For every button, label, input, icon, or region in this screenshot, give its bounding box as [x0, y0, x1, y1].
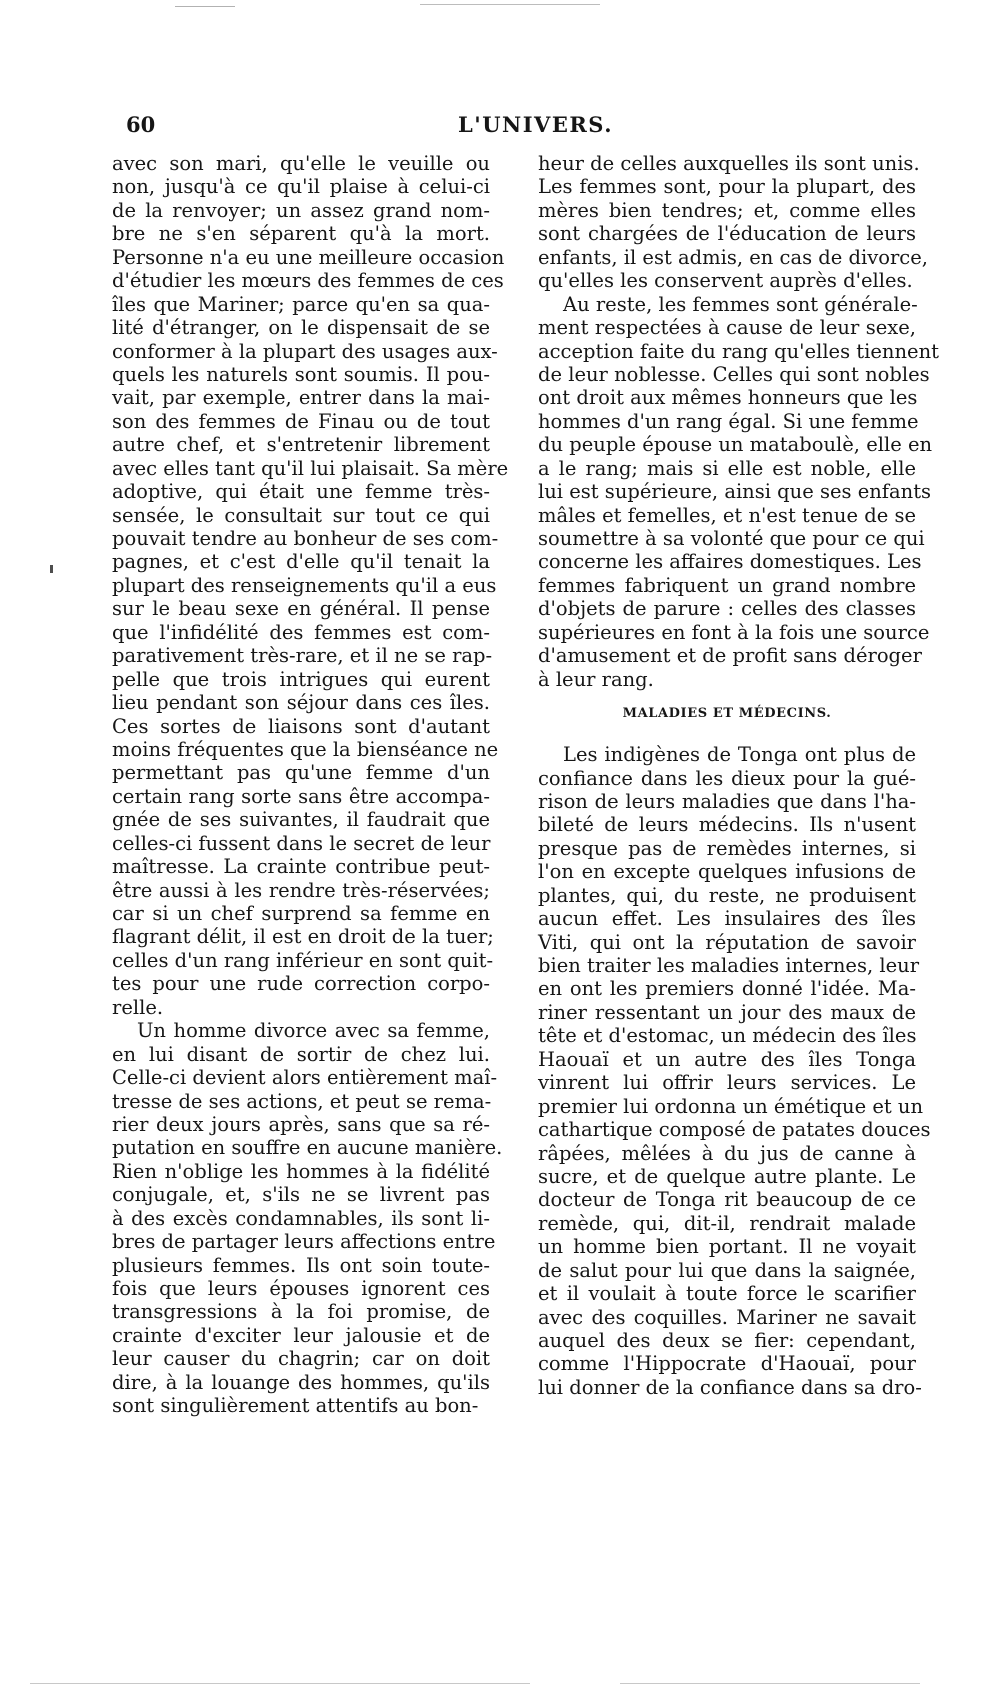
text-line: comme l'Hippocrate d'Haouaï, pour — [538, 1352, 916, 1376]
text-line: femmes fabriquent un grand nombre — [538, 573, 916, 597]
text-line: lui donner de la confiance dans sa dro- — [538, 1375, 922, 1399]
text-line: Les femmes sont, pour la plupart, des — [538, 175, 916, 199]
text-line: Haouaï et un autre des îles Tonga — [538, 1047, 916, 1071]
text-line: supérieures en font à la fois une source — [538, 620, 930, 644]
text-line: vinrent lui offrir leurs services. Le — [538, 1071, 916, 1095]
text-line: plantes, qui, du reste, ne produisent — [538, 883, 916, 907]
scan-artifact-bottom — [620, 1683, 920, 1684]
text-line: leur causer du chagrin; car on doit — [112, 1347, 490, 1371]
text-line: sensée, le consultait sur tout ce qui — [112, 503, 490, 527]
text-line: Personne n'a eu une meilleure occasion — [112, 245, 505, 269]
running-title: L'UNIVERS. — [458, 112, 614, 137]
text-line: sucre, et de quelque autre plante. Le — [538, 1164, 916, 1188]
text-line: conformer à la plupart des usages aux- — [112, 339, 498, 363]
text-line: putation en souffre en aucune manière. — [112, 1136, 503, 1160]
text-line: lui est supérieure, ainsi que ses enfants — [538, 480, 932, 504]
text-line: que l'infidélité des femmes est com- — [112, 620, 490, 644]
text-line: bres de partager leurs affections entre — [112, 1230, 496, 1254]
text-line: heur de celles auxquelles ils sont unis. — [538, 152, 920, 175]
text-line: mâles et femelles, et n'est tenue de se — [538, 503, 916, 527]
text-line: ont droit aux mêmes honneurs que les — [538, 386, 918, 410]
right-column-bottom-text — [538, 743, 931, 1399]
text-line: bileté de leurs médecins. Ils n'usent — [538, 813, 916, 837]
text-line: presque pas de remèdes internes, si — [538, 836, 916, 860]
text-line: un homme bien portant. Il ne voyait — [538, 1235, 916, 1259]
text-line: dire, à la louange des hommes, qu'ils — [112, 1370, 490, 1394]
margin-tick — [50, 565, 53, 573]
text-line: celles d'un rang inférieur en sont quit- — [112, 948, 494, 972]
text-line: transgressions à la foi promise, de — [112, 1300, 490, 1324]
text-line: avec elles tant qu'il lui plaisait. Sa mère — [112, 456, 509, 480]
text-line: autre chef, et s'entretenir librement — [112, 433, 490, 457]
text-line: et il voulait à toute force le scarifier — [538, 1282, 916, 1306]
text-line: avec son mari, qu'elle le veuille ou — [112, 152, 490, 175]
text-line: lité d'étranger, on le dispensait de se — [112, 316, 490, 340]
text-line: auquel des deux se fier: cependant, — [538, 1329, 916, 1352]
text-line: tête et d'estomac, un médecin des îles — [538, 1024, 917, 1048]
text-line: car si un chef surprend sa femme en — [112, 902, 490, 925]
text-line: îles que Mariner; parce qu'en sa qua- — [112, 292, 490, 316]
text-line: relle. — [112, 995, 164, 1019]
text-line: vait, par exemple, entrer dans la mai- — [112, 386, 490, 410]
text-line: sont singulièrement attentifs au bon- — [112, 1394, 479, 1418]
text-line: hommes d'un rang égal. Si une femme — [538, 409, 919, 433]
text-line: du peuple épouse un mataboulè, elle en — [538, 433, 933, 457]
text-line: cathartique composé de patates douces — [538, 1118, 931, 1142]
text-line: rier deux jours après, sans que sa ré- — [112, 1112, 490, 1136]
text-line: premier lui ordonna un émétique et un — [538, 1094, 924, 1118]
text-line: qu'elles les conservent auprès d'elles. — [538, 269, 913, 293]
scan-artifact-top — [175, 6, 235, 7]
right-column — [538, 152, 939, 1399]
text-line: ment respectées à cause de leur sexe, — [538, 316, 916, 340]
text-line: permettant pas qu'une femme d'un — [112, 761, 490, 785]
text-line: plusieurs femmes. Ils ont soin toute- — [112, 1253, 490, 1277]
text-line: docteur de Tonga rit beaucoup de ce — [538, 1188, 916, 1212]
page-header — [126, 112, 886, 142]
text-line: lieu pendant son séjour dans ces îles. — [112, 691, 490, 715]
text-line: être aussi à les rendre très-réservées; — [112, 878, 490, 902]
text-line: flagrant délit, il est en droit de la tuer; — [112, 925, 494, 949]
text-line: bien traiter les maladies internes, leur — [538, 954, 920, 977]
text-line: concerne les affaires domestiques. Les — [538, 550, 922, 574]
text-line: adoptive, qui était une femme très- — [112, 480, 490, 504]
scan-artifact-bottom — [30, 1683, 530, 1684]
text-line: conjugale, et, s'ils ne se livrent pas — [112, 1183, 490, 1207]
text-line: Ces sortes de liaisons sont d'autant — [112, 714, 490, 738]
text-line: enfants, il est admis, en cas de divorce, — [538, 245, 928, 269]
text-line: tresse de ses actions, et peut se rema- — [112, 1089, 492, 1113]
text-line: fois que leurs épouses ignorent ces — [112, 1277, 490, 1300]
text-line: d'étudier les mœurs des femmes de ces — [112, 269, 504, 293]
text-line: celles-ci fussent dans le secret de leur — [112, 831, 491, 855]
text-line: mères bien tendres; et, comme elles — [538, 198, 916, 222]
text-line: Les indigènes de Tonga ont plus de — [563, 743, 916, 767]
text-line: à des excès condamnables, ils sont li- — [112, 1206, 490, 1230]
text-line: quels les naturels sont soumis. Il pou- — [112, 362, 490, 386]
text-line: de salut pour lui que dans la saignée, — [538, 1258, 916, 1282]
text-line: d'objets de parure : celles des classes — [538, 597, 916, 621]
text-line: son des femmes de Finau ou de tout — [112, 409, 490, 433]
text-line: Rien n'oblige les hommes à la fidélité — [112, 1159, 490, 1183]
scan-artifact-top — [420, 4, 600, 5]
text-line: parativement très-rare, et il ne se rap- — [112, 644, 493, 668]
text-line: d'amusement et de profit sans déroger — [538, 644, 922, 668]
text-line: acception faite du rang qu'elles tiennent — [538, 339, 939, 363]
text-line: sur le beau sexe en général. Il pense — [112, 597, 490, 621]
text-line: moins fréquentes que la bienséance ne — [112, 737, 499, 761]
text-line: riner ressentant un jour des maux de — [538, 1000, 916, 1024]
text-line: de leur noblesse. Celles qui sont nobles — [538, 362, 930, 386]
page-number: 60 — [126, 112, 156, 137]
text-line: aucun effet. Les insulaires des îles — [538, 907, 916, 931]
text-line: certain rang sorte sans être accompa- — [112, 784, 490, 808]
text-line: l'on en excepte quelques infusions de — [538, 860, 916, 884]
section-heading: MALADIES ET MÉDECINS. — [622, 706, 832, 722]
text-line: crainte d'exciter leur jalousie et de — [112, 1323, 490, 1347]
text-line: remède, qui, dit-il, rendrait malade — [538, 1211, 916, 1235]
text-line: avec des coquilles. Mariner ne savait — [538, 1305, 916, 1329]
text-line: confiance dans les dieux pour la gué- — [538, 766, 916, 790]
text-line: pagnes, et c'est d'elle qu'il tenait la — [112, 550, 490, 574]
text-line: maîtresse. La crainte contribue peut- — [112, 855, 490, 879]
text-line: bre ne s'en séparent qu'à la mort. — [112, 222, 490, 246]
text-line: pelle que trois intrigues qui eurent — [112, 667, 490, 691]
right-column-top-text — [538, 152, 939, 691]
text-line: pouvait tendre au bonheur de ses com- — [112, 527, 499, 550]
text-line: Un homme divorce avec sa femme, — [137, 1019, 490, 1043]
text-line: râpées, mêlées à du jus de canne à — [538, 1141, 916, 1165]
text-line: gnée de ses suivantes, il faudrait que — [112, 808, 490, 832]
text-line: rison de leurs maladies que dans l'ha- — [538, 789, 916, 813]
text-line: Au reste, les femmes sont générale- — [563, 292, 918, 316]
text-line: de la renvoyer; un assez grand nom- — [112, 198, 490, 222]
text-line: a le rang; mais si elle est noble, elle — [538, 456, 916, 480]
text-line: non, jusqu'à ce qu'il plaise à celui-ci — [112, 175, 490, 199]
left-column — [112, 152, 509, 1418]
text-line: soumettre à sa volonté que pour ce qui — [538, 527, 925, 550]
text-line: sont chargées de l'éducation de leurs — [538, 222, 916, 246]
text-line: Celle-ci devient alors entièrement maî- — [112, 1066, 498, 1090]
text-line: plupart des renseignements qu'il a eus — [112, 573, 497, 597]
text-line: tes pour une rude correction corpo- — [112, 972, 490, 996]
text-line: Viti, qui ont la réputation de savoir — [538, 930, 916, 954]
text-line: en ont les premiers donné l'idée. Ma- — [538, 977, 916, 1001]
text-line: en lui disant de sortir de chez lui. — [112, 1042, 490, 1066]
text-line: à leur rang. — [538, 667, 654, 691]
